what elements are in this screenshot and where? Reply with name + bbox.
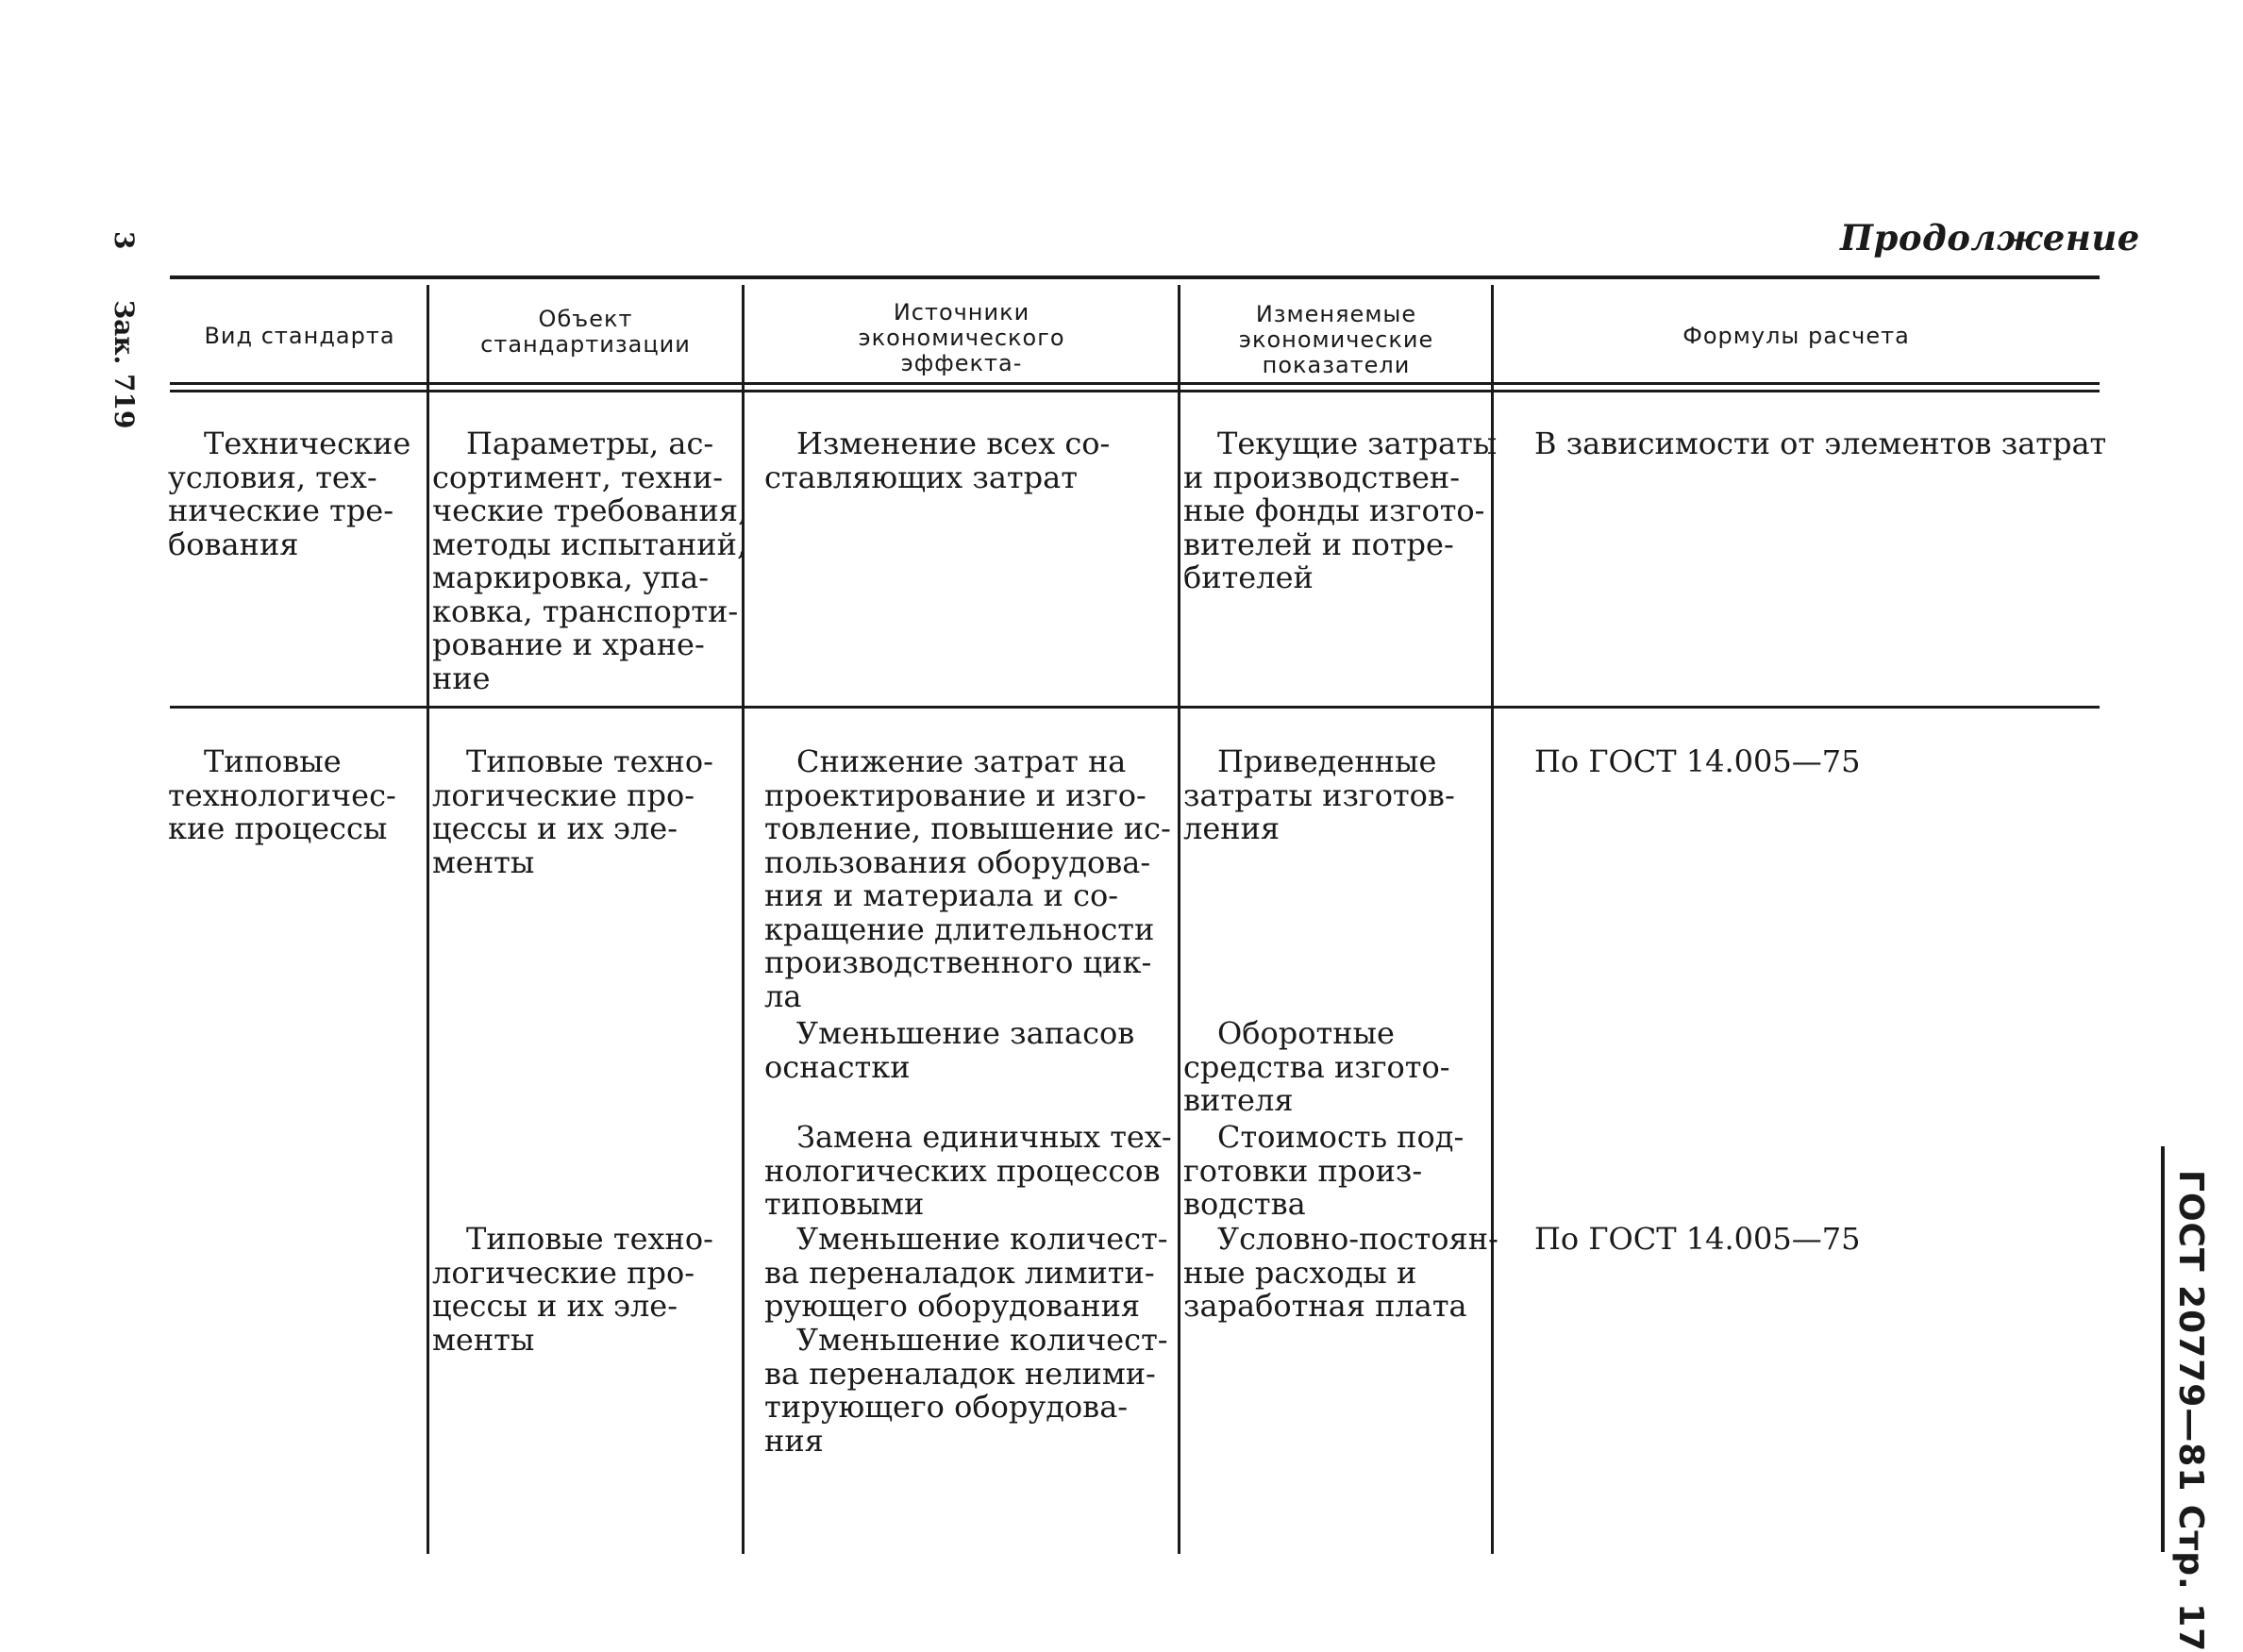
row2-sources-a: Снижение затрат на проектирование и изго- товление, повышение ис- пользования оборудова- ния и материала и со- кращение длительности производственного цик- ла: [764, 743, 1171, 1014]
row2-formulas-b: По ГОСТ 14.005—75: [1534, 1221, 1861, 1257]
header-bottom-rule-1: [170, 382, 2100, 385]
row1-sources: Изменение всех со- ставляющих затрат: [764, 426, 1111, 495]
left-margin-order-number: Зак. 719: [109, 300, 140, 429]
row2-object-a: Типовые техно- логические про- цессы и их эле- менты: [432, 743, 713, 880]
row-separator: [170, 706, 2100, 709]
header-sources: Источники экономического эффекта-: [858, 299, 1065, 376]
header-formulas: Формулы расчета: [1682, 323, 1910, 349]
row2-indicators-d: Условно-постоян- ные расходы и заработная плата: [1183, 1221, 1498, 1324]
row1-indicators: Текущие затраты и производствен- ные фонды изгото- вителей и потре- бителей: [1183, 426, 1498, 595]
column-divider-3: [1178, 285, 1180, 1554]
row2-indicators-b: Оборотные средства изгото- вителя: [1183, 1015, 1450, 1118]
row2-sources-d: Уменьшение количест- ва переналадок лимити- рующего оборудования: [764, 1221, 1168, 1324]
row2-indicators-a: Приведенные затраты изготов- ления: [1183, 743, 1455, 846]
header-bottom-rule-2: [170, 390, 2100, 392]
row2-sources-e: Уменьшение количест- ва переналадок нелими- тирующего оборудова- ния: [764, 1322, 1168, 1459]
row2-sources-c: Замена единичных тех- нологических процессов типовыми: [764, 1119, 1172, 1222]
row2-sources-b: Уменьшение запасов оснастки: [764, 1015, 1135, 1085]
row2-object-b: Типовые техно- логические про- цессы и их эле- менты: [432, 1221, 713, 1358]
header-indicators: Изменяемые экономические показатели: [1238, 301, 1434, 378]
right-margin-rule: [2161, 1146, 2165, 1552]
row1-object: Параметры, ас- сортимент, техни- ческие требования, методы испытаний, маркировка, упа- ковка, транспорти- рование и хране- ние: [432, 426, 748, 696]
left-margin-page-number: 3: [109, 231, 140, 250]
header-standard-type: Вид стандарта: [204, 323, 395, 349]
row2-formulas-a: По ГОСТ 14.005—75: [1534, 743, 1861, 779]
row1-formulas: В зависимости от элементов затрат: [1534, 426, 2107, 461]
table-top-rule: [170, 275, 2100, 279]
row2-standard-type: Типовые технологичес- кие процессы: [168, 743, 396, 846]
header-object: Объект стандартизации: [480, 306, 691, 358]
row2-indicators-c: Стоимость под- готовки произ- водства: [1183, 1119, 1465, 1222]
continuation-label: Продолжение: [1840, 217, 2140, 259]
column-divider-1: [427, 285, 429, 1554]
right-margin-document-id: ГОСТ 20779—81 Стр. 17: [2171, 1170, 2210, 1652]
row1-standard-type: Технические условия, тех- нические тре- бования: [168, 426, 411, 562]
